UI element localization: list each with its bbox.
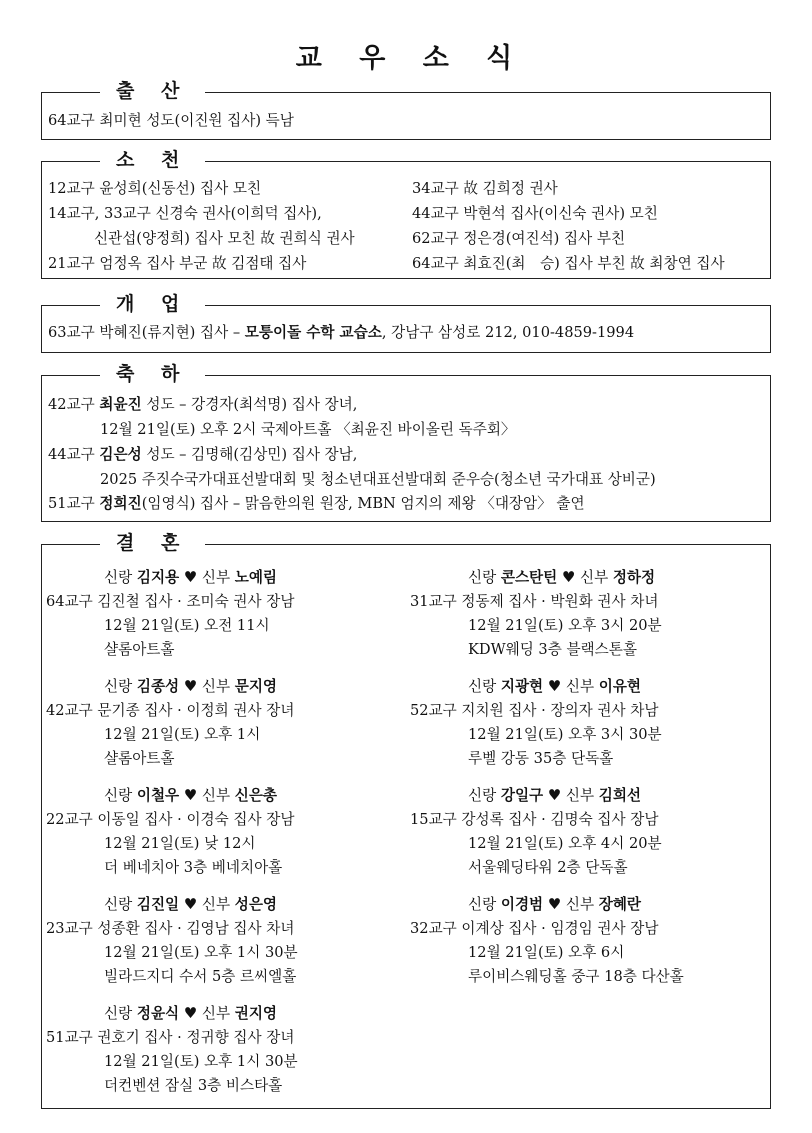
groom-word: 신랑 [104,1005,133,1022]
parents-line [410,917,770,941]
parents-line [410,590,770,614]
person-name: 최윤진 [99,396,142,413]
district: 31교구 [410,593,457,610]
district: 22교구 [46,811,93,828]
wedding-venue: 서울웨딩타워 2층 단독홀 [468,859,628,876]
parents: 이동일 집사 · 이경숙 집사 장남 [97,811,295,828]
person-name: 정희진 [99,495,142,512]
wedding-entry [410,783,770,880]
parents: 권호기 집사 · 정귀향 집사 장녀 [97,1029,295,1046]
groom-name: 김지용 [136,569,180,586]
person-name: 김은성 [99,446,142,463]
wedding-venue: 루벨 강동 35층 단독홀 [468,750,614,767]
groom-word: 신랑 [468,896,497,913]
parents: 문기종 집사 · 이정희 권사 장녀 [97,702,295,719]
groom-word: 신랑 [104,896,133,913]
congrats-line-2: 12월 21일(토) 오후 2시 국제아트홀 〈최윤진 바이올린 독주회〉 [100,421,516,438]
parents-line [46,808,406,832]
bride-word: 신부 [565,678,595,695]
wedding-date: 12월 21일(토) 오후 6시 [468,944,625,961]
bride-word: 신부 [201,787,231,804]
groom-word: 신랑 [468,787,497,804]
congrats-line-5 [48,492,585,516]
opening-address: , 강남구 삼성로 212, 010-4859-1994 [381,324,635,341]
birth-item: 64교구 최미현 성도(이진원 집사) 득남 [48,112,294,129]
heart-icon: ♥ [183,677,198,695]
bride-word: 신부 [201,678,231,695]
couple-line [104,783,406,808]
bride-name: 성은영 [234,896,278,913]
congrats-text: 성도 – 강경자(최석명) 집사 장녀, [141,396,358,413]
groom-name: 김종성 [136,678,180,695]
condolence-right-3: 62교구 정은경(여진석) 집사 부친 [412,230,626,247]
parents: 성종환 집사 · 김영남 집사 차녀 [97,920,295,937]
wedding-venue: 더컨벤션 잠실 3층 비스타홀 [104,1077,283,1094]
district: 52교구 [410,702,457,719]
wedding-entry [46,674,406,771]
heart-icon: ♥ [183,568,198,586]
wedding-venue: 더 베네치아 3층 베네치아홀 [104,859,283,876]
bride-name: 노예림 [234,569,278,586]
wedding-date: 12월 21일(토) 오전 11시 [104,617,270,634]
groom-word: 신랑 [468,569,497,586]
opening-item [48,321,634,345]
couple-line [468,674,770,699]
congrats-line-4: 2025 주짓수국가대표선발대회 및 청소년대표선발대회 준우승(청소년 국가대표 상비군) [100,471,656,488]
heart-icon: ♥ [547,677,562,695]
groom-word: 신랑 [468,678,497,695]
groom-name: 강일구 [500,787,544,804]
section-label: 소 천 [100,146,205,174]
district: 32교구 [410,920,457,937]
page-title: 교 우 소 식 [295,43,527,74]
wedding-venue: KDW웨딩 3층 블랙스톤홀 [468,641,637,658]
groom-name: 정윤식 [136,1005,180,1022]
section-label: 결 혼 [100,529,205,557]
wedding-date: 12월 21일(토) 오후 3시 30분 [468,726,662,743]
wedding-date: 12월 21일(토) 오후 1시 30분 [104,1053,298,1070]
section-label: 개 업 [100,290,205,318]
heart-icon: ♥ [183,1004,198,1022]
wedding-entry [410,674,770,771]
section-label: 축 하 [100,360,205,388]
parents: 지치원 집사 · 장의자 권사 차남 [461,702,659,719]
heart-icon: ♥ [561,568,576,586]
wedding-venue: 루이비스웨딩홀 중구 18층 다산홀 [468,968,684,985]
bride-name: 이유현 [598,678,642,695]
wedding-entry [46,1001,406,1098]
parents: 정동제 집사 · 박원화 권사 차녀 [461,593,659,610]
parents-line [46,1026,406,1050]
bride-word: 신부 [579,569,609,586]
bride-word: 신부 [201,896,231,913]
bride-word: 신부 [565,787,595,804]
couple-line [468,565,770,590]
wedding-date: 12월 21일(토) 오후 1시 [104,726,261,743]
congrats-text: (임영식) 집사 – 맑음한의원 원장, MBN 엄지의 제왕 〈대장암〉 출연 [141,495,585,512]
groom-word: 신랑 [104,787,133,804]
wedding-entry [410,892,770,989]
wedding-date: 12월 21일(토) 오후 4시 20분 [468,835,662,852]
bride-name: 문지영 [234,678,278,695]
congrats-line-3 [48,443,357,467]
bride-name: 권지영 [234,1005,278,1022]
parents-line [46,699,406,723]
condolence-right-2: 44교구 박현석 집사(이신숙 권사) 모친 [412,205,658,222]
parents: 이계상 집사 · 임경임 권사 장남 [461,920,659,937]
bride-word: 신부 [565,896,595,913]
district: 64교구 [46,593,93,610]
wedding-entry [46,892,406,989]
condolence-left-2: 14교구, 33교구 신경숙 권사(이희덕 집사), [48,205,322,222]
section-condolence [41,149,771,279]
wedding-entry [46,783,406,880]
parents-line [46,917,406,941]
parents: 김진철 집사 · 조미숙 권사 장남 [97,593,295,610]
parents: 강성록 집사 · 김명숙 집사 장남 [461,811,659,828]
district: 42교구 [48,396,100,413]
wedding-venue: 샬롬아트홀 [104,750,175,767]
opening-text: 63교구 박혜진(류지현) 집사 – [48,324,245,341]
wedding-date: 12월 21일(토) 오후 3시 20분 [468,617,662,634]
congrats-text: 성도 – 김명해(김상민) 집사 장남, [141,446,358,463]
district: 23교구 [46,920,93,937]
bride-name: 정하정 [612,569,656,586]
district: 51교구 [46,1029,93,1046]
congrats-line-1 [48,393,357,417]
parents-line [410,808,770,832]
wedding-venue: 샬롬아트홀 [104,641,175,658]
bride-name: 신은총 [234,787,278,804]
couple-line [104,1001,406,1026]
section-wedding [41,532,771,1109]
wedding-venue: 빌라드지디 수서 5층 르씨엘홀 [104,968,297,985]
condolence-left-1: 12교구 윤성희(신동선) 집사 모친 [48,180,262,197]
bride-name: 김희선 [598,787,642,804]
heart-icon: ♥ [547,786,562,804]
district: 44교구 [48,446,100,463]
business-name: 모퉁이돌 수학 교습소 [244,324,382,341]
condolence-right-4: 64교구 최효진(최 승) 집사 부친 故 최창연 집사 [412,255,725,272]
parents-line [46,590,406,614]
parents-line [410,699,770,723]
heart-icon: ♥ [183,895,198,913]
groom-name: 이경범 [500,896,544,913]
groom-word: 신랑 [104,678,133,695]
groom-name: 콘스탄틴 [500,569,558,586]
condolence-left-4: 21교구 엄정옥 집사 부군 故 김점태 집사 [48,255,307,272]
heart-icon: ♥ [547,895,562,913]
groom-word: 신랑 [104,569,133,586]
wedding-date: 12월 21일(토) 오후 1시 30분 [104,944,298,961]
bride-word: 신부 [201,569,231,586]
bride-word: 신부 [201,1005,231,1022]
couple-line [104,565,406,590]
condolence-right-1: 34교구 故 김희정 권사 [412,180,558,197]
couple-line [468,783,770,808]
groom-name: 김진일 [136,896,180,913]
section-congrats [41,363,771,522]
groom-name: 이철우 [136,787,180,804]
wedding-entry [410,565,770,662]
district: 15교구 [410,811,457,828]
groom-name: 지광현 [500,678,544,695]
section-birth [41,80,771,140]
couple-line [104,892,406,917]
heart-icon: ♥ [183,786,198,804]
section-opening [41,293,771,353]
wedding-date: 12월 21일(토) 낮 12시 [104,835,256,852]
couple-line [468,892,770,917]
district: 51교구 [48,495,100,512]
bride-name: 장혜란 [598,896,642,913]
couple-line [104,674,406,699]
district: 42교구 [46,702,93,719]
condolence-left-3: 신관섭(양정희) 집사 모친 故 권희식 권사 [94,230,355,247]
wedding-entry [46,565,406,662]
section-label: 출 산 [100,77,205,105]
